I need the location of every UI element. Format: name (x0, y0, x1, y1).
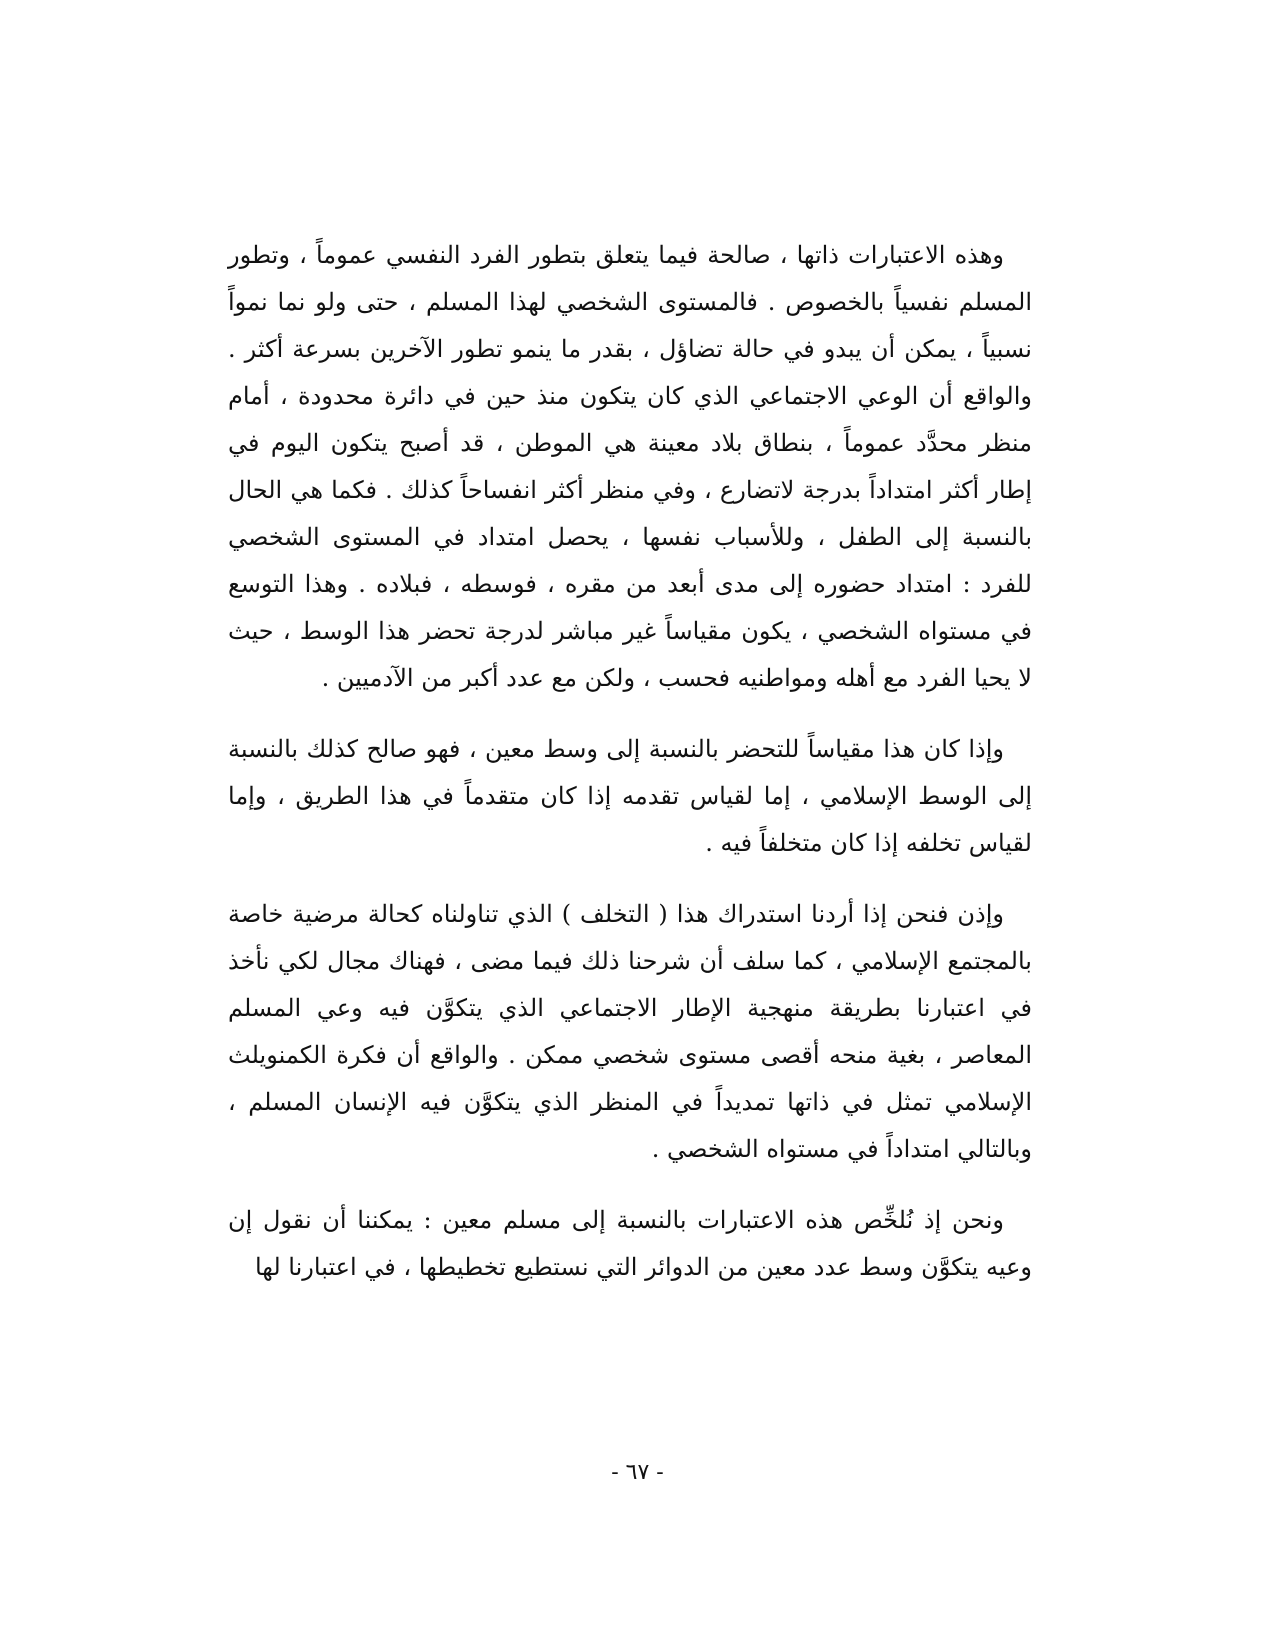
paragraph-2: وإذا كان هذا مقياساً للتحضر بالنسبة إلى وسط معين ، فهو صالح كذلك بالنسبة إلى الوسط الإسلامي ، إما لقياس تقدمه إذا كان متقدماً في هذا الطريق ، وإما لقياس تخلفه إذا كان متخلفاً فيه . (228, 735, 1033, 857)
body-text (228, 232, 1032, 1291)
paragraph-4: ونحن إذ نُلخِّص هذه الاعتبارات بالنسبة إلى مسلم معين : يمكننا أن نقول إن وعيه يتكوَّن وسط عدد معين من الدوائر التي نستطيع تخطيطها ، في اعتبارنا لها (228, 1206, 1032, 1281)
paragraph-1: وهذه الاعتبارات ذاتها ، صالحة فيما يتعلق بتطور الفرد النفسي عموماً ، وتطور المسلم نفسياً بالخصوص . فالمستوى الشخصي لهذا المسلم ، حتى ولو نما نمواً نسبياً ، يمكن أن يبدو في حالة تضاؤل ، بقدر ما ينمو تطور الآخرين بسرعة أكثر . والواقع أن الوعي الاجتماعي الذي كان يتكون منذ حين في دائرة محدودة ، أمام منظر محدَّد عموماً ، بنطاق بلاد معينة هي الموطن ، قد أصبح يتكون اليوم في إطار أكثر امتداداً بدرجة لاتضارع ، وفي منظر أكثر انفساحاً كذلك . فكما هي الحال بالنسبة إلى الطفل ، وللأسباب نفسها ، يحصل امتداد في المستوى الشخصي للفرد : امتداد حضوره إلى مدى أبعد من مقره ، فوسطه ، فبلاده . وهذا التوسع في مستواه الشخصي ، يكون مقياساً غير مباشر لدرجة تحضر هذا الوسط ، حيث لا يحيا الفرد مع أهله ومواطنيه فحسب ، ولكن مع عدد أكبر من الآدميين . (228, 241, 1033, 692)
paragraph-3: وإذن فنحن إذا أردنا استدراك هذا ( التخلف ) الذي تناولناه كحالة مرضية خاصة بالمجتمع الإسلامي ، كما سلف أن شرحنا ذلك فيما مضى ، فهناك مجال لكي نأخذ في اعتبارنا بطريقة منهجية الإطار الاجتماعي الذي يتكوَّن فيه وعي المسلم المعاصر ، بغية منحه أقصى مستوى شخصي ممكن . والواقع أن فكرة الكمنويلث الإسلامي تمثل في ذاتها تمديداً في المنظر الذي يتكوَّن فيه الإنسان المسلم ، وبالتالي امتداداً في مستواه الشخصي . (228, 900, 1032, 1163)
page-number: - ٦٧ - (611, 1460, 664, 1485)
